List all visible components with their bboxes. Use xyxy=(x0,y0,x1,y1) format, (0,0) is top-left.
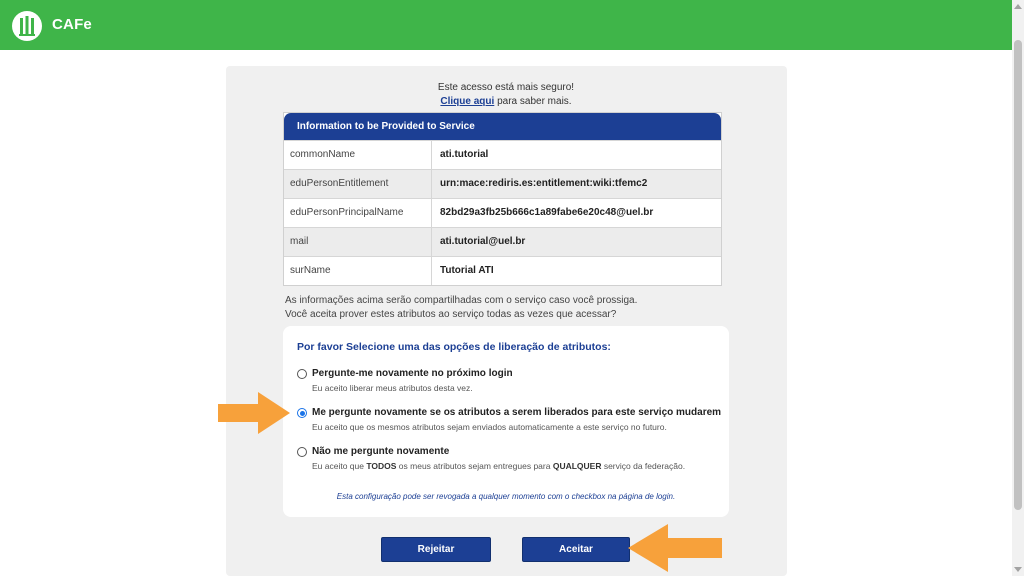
attribute-name: eduPersonPrincipalName xyxy=(284,199,432,227)
share-line-1: As informações acima serão compartilhadas com o serviço caso você prossiga. xyxy=(285,295,638,306)
attribute-value: 82bd29a3fb25b666c1a89fabe6e20c48@uel.br xyxy=(440,207,654,218)
attribute-value: urn:mace:rediris.es:entitlement:wiki:tfemc2 xyxy=(440,178,648,189)
accept-button[interactable]: Aceitar xyxy=(522,537,630,562)
option-description: Eu aceito que os mesmos atributos sejam enviados automaticamente a este serviço no futuro. xyxy=(312,422,667,432)
learn-more-link[interactable]: Clique aqui xyxy=(440,96,495,107)
radio-never-ask[interactable] xyxy=(297,447,307,457)
attribute-name: mail xyxy=(284,228,432,256)
secure-text: Este acesso está mais seguro! xyxy=(437,82,575,93)
cafe-logo-icon xyxy=(11,10,43,42)
pointer-arrow-icon xyxy=(218,392,290,434)
share-explanation xyxy=(285,294,637,322)
page-scrollbar[interactable] xyxy=(1012,0,1024,576)
table-row xyxy=(284,140,721,169)
attribute-name: commonName xyxy=(284,141,432,169)
scroll-down-icon[interactable] xyxy=(1014,567,1022,572)
option-label[interactable]: Não me pergunte novamente xyxy=(312,446,450,457)
radio-ask-if-changed[interactable] xyxy=(297,408,307,418)
reject-button[interactable]: Rejeitar xyxy=(381,537,491,562)
option-label[interactable]: Me pergunte novamente se os atributos a serem liberados para este serviço mudarem xyxy=(312,407,722,418)
revoke-note: Esta configuração pode ser revogada a qualquer momento com o checkbox na página de login. xyxy=(336,492,676,501)
brand-title: CAFe xyxy=(52,16,92,33)
option-description: Eu aceito liberar meus atributos desta vez. xyxy=(312,383,473,393)
scroll-up-icon[interactable] xyxy=(1014,4,1022,9)
options-title: Por favor Selecione uma das opções de liberação de atributos: xyxy=(297,341,611,353)
table-row xyxy=(284,169,721,198)
release-options-card xyxy=(283,326,729,517)
secure-notice xyxy=(0,81,1012,109)
attribute-value: ati.tutorial@uel.br xyxy=(440,236,526,247)
table-row xyxy=(284,256,721,285)
table-row xyxy=(284,227,721,256)
top-bar xyxy=(0,0,1012,50)
attribute-value: Tutorial ATI xyxy=(440,265,494,276)
option-label[interactable]: Pergunte-me novamente no próximo login xyxy=(312,368,513,379)
learn-more-suffix: para saber mais. xyxy=(494,96,572,107)
pointer-arrow-icon xyxy=(628,524,722,572)
table-row xyxy=(284,198,721,227)
attributes-table xyxy=(283,112,722,286)
attribute-name: surName xyxy=(284,257,432,285)
radio-ask-next-login[interactable] xyxy=(297,369,307,379)
attributes-table-title: Information to be Provided to Service xyxy=(284,113,721,140)
attribute-value: ati.tutorial xyxy=(440,149,489,160)
attribute-name: eduPersonEntitlement xyxy=(284,170,432,198)
share-line-2: Você aceita prover estes atributos ao serviço todas as vezes que acessar? xyxy=(285,309,617,320)
scroll-thumb[interactable] xyxy=(1014,40,1022,510)
option-description: Eu aceito que TODOS os meus atributos sejam entregues para QUALQUER serviço da federação. xyxy=(312,461,686,471)
